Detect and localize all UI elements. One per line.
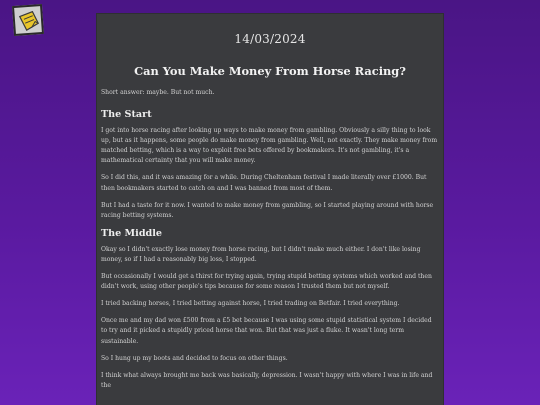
- paragraph: So I hung up my boots and decided to focus on other things.: [101, 354, 288, 362]
- site-logo[interactable]: [12, 4, 44, 36]
- paragraph: I got into horse racing after looking up ways to make money from gambling. Obviously a silly thing to look up, but as it happens, some people do make money from gambling. Well, not exactly. They make money from matched betting, which is a way to exploit free bets offered by bookmakers. It's not gambling, it's a mathematical certainty that you will make money.: [101, 127, 438, 165]
- intro-paragraph: Short answer: maybe. But not much.: [101, 89, 215, 96]
- post-title: Can You Make Money From Horse Racing?: [134, 64, 406, 78]
- paragraph: Once me and my dad won £500 from a £5 bet because I was using some stupid statistical system I decided to try and it picked a stupidly priced horse that won. But that was just a fluke. It wasn't long term sustainable.: [101, 317, 432, 345]
- paragraph: So I did this, and it was amazing for a while. During Cheltenham festival I made literally over £1000. But then bookmakers started to catch on and I was banned from most of them.: [101, 174, 427, 192]
- paragraph: I tried backing horses, I tried betting against horse, I tried trading on Betfair. I tried everything.: [101, 300, 400, 308]
- paragraph: Okay so I didn't exactly lose money from horse racing, but I didn't make much either. I don't like losing money, so if I had a reasonably big loss, I stopped.: [101, 245, 421, 263]
- paragraph: But occasionally I would get a thirst for trying again, trying stupid betting systems which worked and then didn't work, using other people's tips because for some reason I trusted them but not myself.: [101, 273, 432, 291]
- paragraph: But I had a taste for it now. I wanted to make money from gambling, so I started playing around with horse racing betting systems.: [101, 201, 434, 219]
- paragraph: I think what always brought me back was basically, depression. I wasn't happy with where I was in life and the: [101, 371, 433, 389]
- post-date: 14/03/2024: [234, 32, 306, 46]
- section-heading-start: The Start: [101, 109, 152, 121]
- section-heading-middle: The Middle: [101, 227, 162, 239]
- article-page: [97, 14, 443, 405]
- note-icon: [17, 9, 40, 32]
